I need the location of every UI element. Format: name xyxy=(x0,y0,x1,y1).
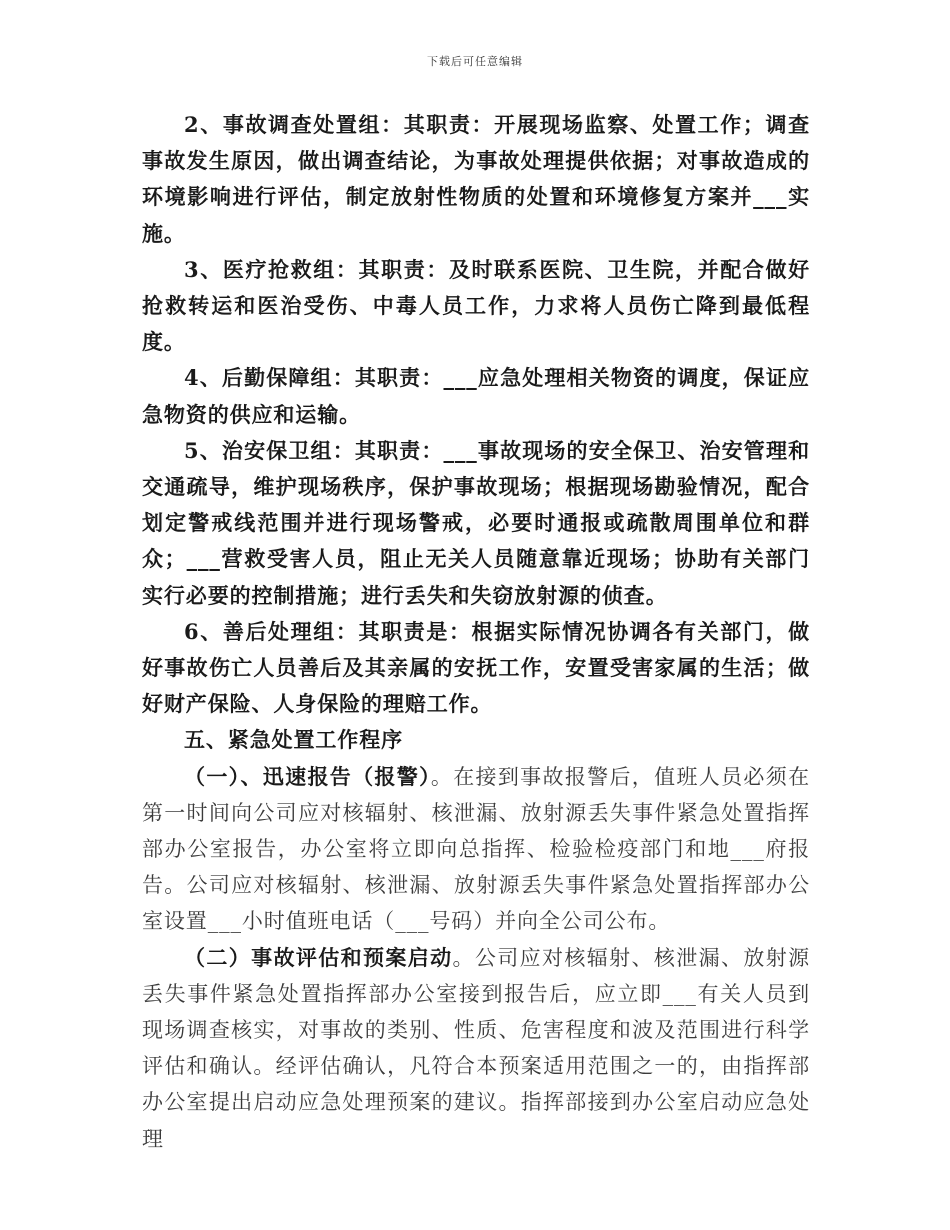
paragraph-body-assessment: 。公司应对核辐射、核泄漏、放射源丢失事件紧急处置指挥部办公室接到报告后，应立即___有关人员到现场调查核实，对事故的类别、性质、危害程度和波及范围进行科学评估和确认。经评估确认，凡符合本预案适用范围之一的，由指挥部办公室提出启动应急处理预案的建议。指挥部接到办公室启动应急处理 xyxy=(142,945,810,1151)
paragraph-lead-assessment: （二）事故评估和预案启动 xyxy=(184,944,453,970)
paragraph-investigation-group: 2、事故调查处置组：其职责：开展现场监察、处置工作；调查事故发生原因，做出调查结论，为事故处理提供依据；对事故造成的环境影响进行评估，制定放射性物质的处置和环境修复方案并___实施。 xyxy=(142,112,810,246)
document-body xyxy=(142,107,810,1157)
paragraph-aftermath-group: 6、善后处理组：其职责是：根据实际情况协调各有关部门，做好事故伤亡人员善后及其亲属的安抚工作，安置受害家属的生活；做好财产保险、人身保险的理赔工作。 xyxy=(142,618,810,717)
paragraph-medical-rescue-group: 3、医疗抢救组：其职责：及时联系医院、卫生院，并配合做好抢救转运和医治受伤、中毒人员工作，力求将人员伤亡降到最低程度。 xyxy=(142,256,810,355)
section-heading-procedure: 五、紧急处置工作程序 xyxy=(184,727,403,753)
paragraph-rapid-report xyxy=(142,759,810,940)
paragraph-logistics-group: 4、后勤保障组：其职责：___应急处理相关物资的调度，保证应急物资的供应和运输。 xyxy=(142,365,810,427)
paragraph-security-group: 5、治安保卫组：其职责：___事故现场的安全保卫、治安管理和交通疏导，维护现场秩序，保护事故现场；根据现场勘验情况，配合划定警戒线范围并进行现场警戒，必要时通报或疏散周围单位和群众；___营救受害人员，阻止无关人员随意靠近现场；协助有关部门实行必要的控制措施；进行丢失和失窃放射源的侦查。 xyxy=(142,437,810,608)
paragraph-body-rapid-report: 。在接到事故报警后，值班人员必须在第一时间向公司应对核辐射、核泄漏、放射源丢失事件紧急处置指挥部办公室报告，办公室将立即向总指挥、检验检疫部门和地___府报告。公司应对核辐射、核泄漏、放射源丢失事件紧急处置指挥部办公室设置___小时值班电话（___号码）并向全公司公布。 xyxy=(142,764,810,934)
paragraph-assessment-activation xyxy=(142,940,810,1157)
page-header-note: 下载后可任意编辑 xyxy=(427,55,523,68)
paragraph-lead-rapid-report: （一）、迅速报告（报警） xyxy=(184,763,431,789)
